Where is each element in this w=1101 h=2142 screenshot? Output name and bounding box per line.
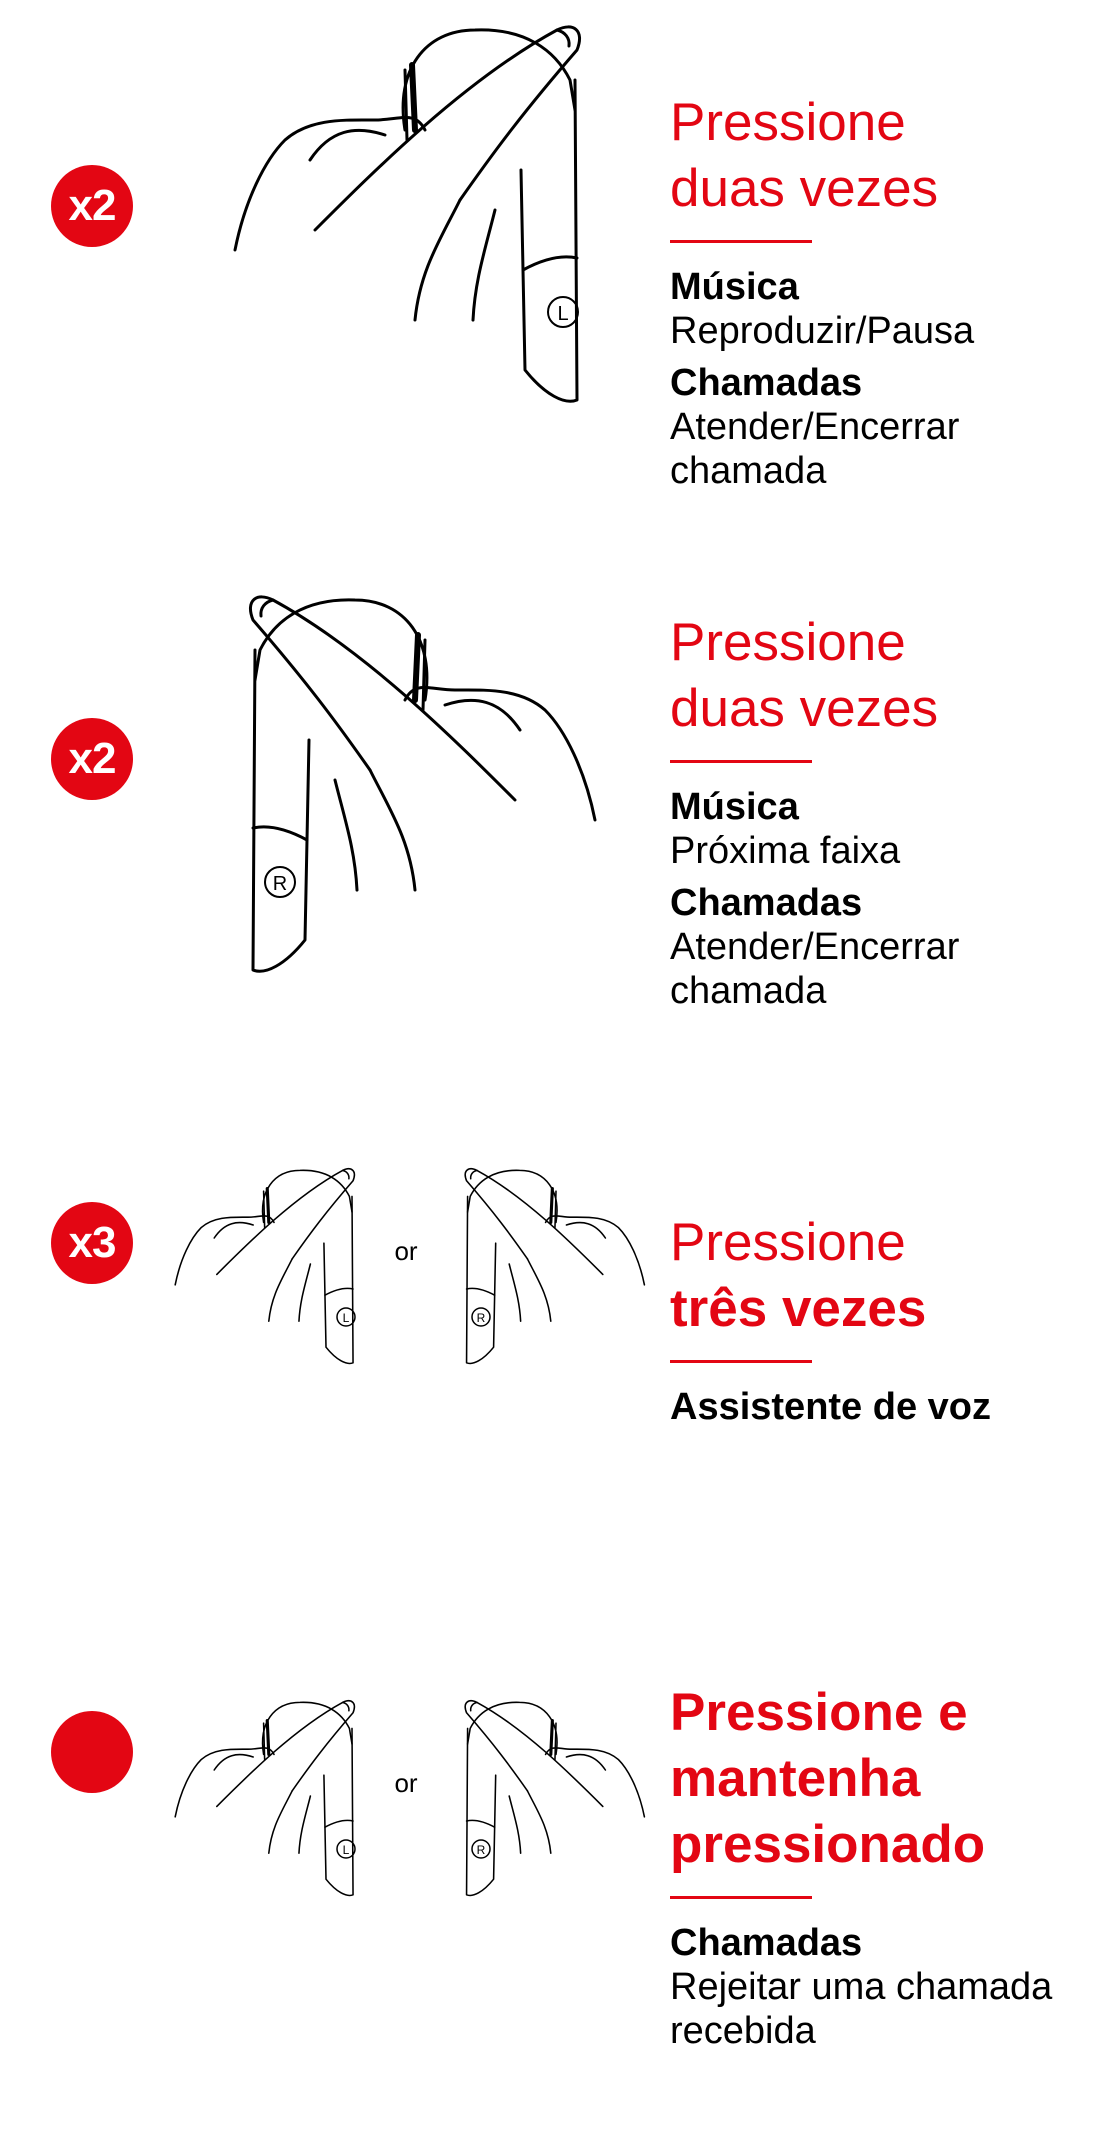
title-divider: [670, 240, 812, 243]
item-label: Música: [670, 786, 799, 828]
title-divider: [670, 760, 812, 763]
either-earbud-triple-press-illustration: [170, 1160, 650, 1380]
earbud-mark: L: [557, 303, 569, 325]
gesture-title: Pressione duas vezes: [670, 613, 939, 738]
gesture-text: [670, 1680, 1101, 2053]
press-count-badge: x3: [51, 1202, 133, 1284]
or-separator: or: [394, 1236, 418, 1266]
title-divider: [670, 1896, 812, 1899]
gesture-text: [670, 610, 1101, 1013]
press-count-badge: x2: [51, 718, 133, 800]
left-earbud-double-press-illustration: [225, 10, 605, 410]
item-label: Chamadas: [670, 362, 863, 404]
press-hold-badge: [51, 1711, 133, 1793]
item-label: Chamadas: [670, 882, 863, 924]
title-divider: [670, 1360, 812, 1363]
item-value: Atender/Encerrar chamada: [670, 406, 960, 492]
right-earbud-double-press-illustration: [225, 580, 605, 980]
item-label: Chamadas: [670, 1922, 863, 1964]
gesture-text: [670, 1210, 1101, 1429]
gesture-text: [670, 90, 1101, 493]
gesture-title: Pressione três vezes: [670, 1213, 927, 1338]
gesture-title: Pressione e mantenha pressionado: [670, 1683, 986, 1874]
item-value: Atender/Encerrar chamada: [670, 926, 960, 1012]
item-label: Música: [670, 266, 799, 308]
item-value: Rejeitar uma chamada recebida: [670, 1966, 1053, 2052]
left-earbud-mark: L: [342, 1843, 350, 1857]
right-earbud-mark: R: [476, 1311, 486, 1325]
either-earbud-press-hold-illustration: [170, 1692, 650, 1912]
or-separator: or: [394, 1768, 418, 1798]
item-label: Assistente de voz: [670, 1386, 991, 1428]
right-earbud-mark: R: [476, 1843, 486, 1857]
left-earbud-mark: L: [342, 1311, 350, 1325]
item-value: Reproduzir/Pausa: [670, 310, 975, 352]
item-value: Próxima faixa: [670, 830, 901, 872]
gesture-title: Pressione duas vezes: [670, 93, 939, 218]
earbud-mark: R: [272, 873, 288, 895]
press-count-badge: x2: [51, 165, 133, 247]
